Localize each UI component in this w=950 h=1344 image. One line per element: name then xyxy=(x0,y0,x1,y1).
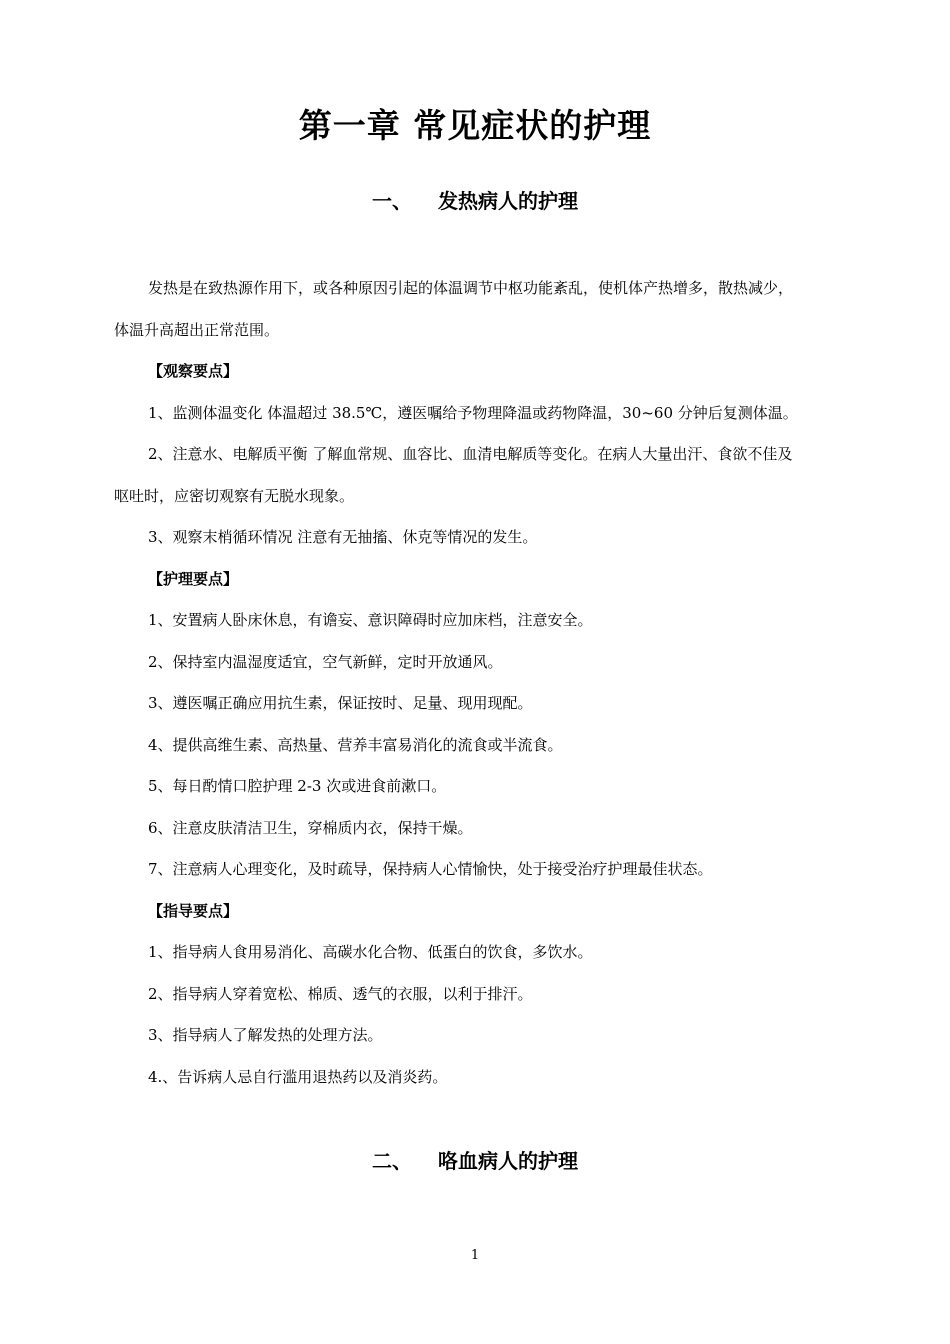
section-number: 二、 xyxy=(372,1149,412,1173)
nursing-item: 2、保持室内温湿度适宜，空气新鲜，定时开放通风。 xyxy=(148,653,503,671)
section-number: 一、 xyxy=(372,189,412,213)
chapter-title: 第一章 常见症状的护理 xyxy=(298,106,652,145)
observation-item: 1、监测体温变化 体温超过 38.5℃，遵医嘱给予物理降温或药物降温，30~60 分钟后复测体温。 xyxy=(148,404,798,422)
section-title-text: 咯血病人的护理 xyxy=(438,1149,578,1173)
observation-heading: 【观察要点】 xyxy=(148,362,239,380)
nursing-item: 1、安置病人卧床休息，有谵妄、意识障碍时应加床档，注意安全。 xyxy=(148,611,593,629)
intro-line-2: 体温升高超出正常范围。 xyxy=(114,321,280,339)
guidance-item: 4.、告诉病人忌自行滥用退热药以及消炎药。 xyxy=(148,1068,448,1086)
intro-line-1: 发热是在致热源作用下，或各种原因引起的体温调节中枢功能紊乱，使机体产热增多，散热减少， xyxy=(148,279,794,297)
nursing-heading: 【护理要点】 xyxy=(148,570,239,588)
guidance-item: 1、指导病人食用易消化、高碳水化合物、低蛋白的饮食，多饮水。 xyxy=(148,943,593,961)
section-title-text: 发热病人的护理 xyxy=(438,189,578,213)
observation-item-continued: 呕吐时，应密切观察有无脱水现象。 xyxy=(114,487,355,505)
page-number: 1 xyxy=(470,1248,480,1263)
guidance-item: 2、指导病人穿着宽松、棉质、透气的衣服，以利于排汗。 xyxy=(148,985,533,1003)
observation-item: 2、注意水、电解质平衡 了解血常规、血容比、血清电解质等变化。在病人大量出汗、食欲不佳及 xyxy=(148,445,793,463)
guidance-item: 3、指导病人了解发热的处理方法。 xyxy=(148,1026,383,1044)
section-title-1 xyxy=(0,185,950,214)
section-title-2 xyxy=(0,1145,950,1174)
nursing-item: 7、注意病人心理变化，及时疏导，保持病人心情愉快，处于接受治疗护理最佳状态。 xyxy=(148,860,713,878)
nursing-item: 6、注意皮肤清洁卫生，穿棉质内衣，保持干燥。 xyxy=(148,819,473,837)
nursing-item: 5、每日酌情口腔护理 2-3 次或进食前漱口。 xyxy=(148,777,447,795)
nursing-item: 3、遵医嘱正确应用抗生素，保证按时、足量、现用现配。 xyxy=(148,694,533,712)
nursing-item: 4、提供高维生素、高热量、营养丰富易消化的流食或半流食。 xyxy=(148,736,563,754)
guidance-heading: 【指导要点】 xyxy=(148,902,239,920)
observation-item: 3、观察末梢循环情况 注意有无抽搐、休克等情况的发生。 xyxy=(148,528,538,546)
